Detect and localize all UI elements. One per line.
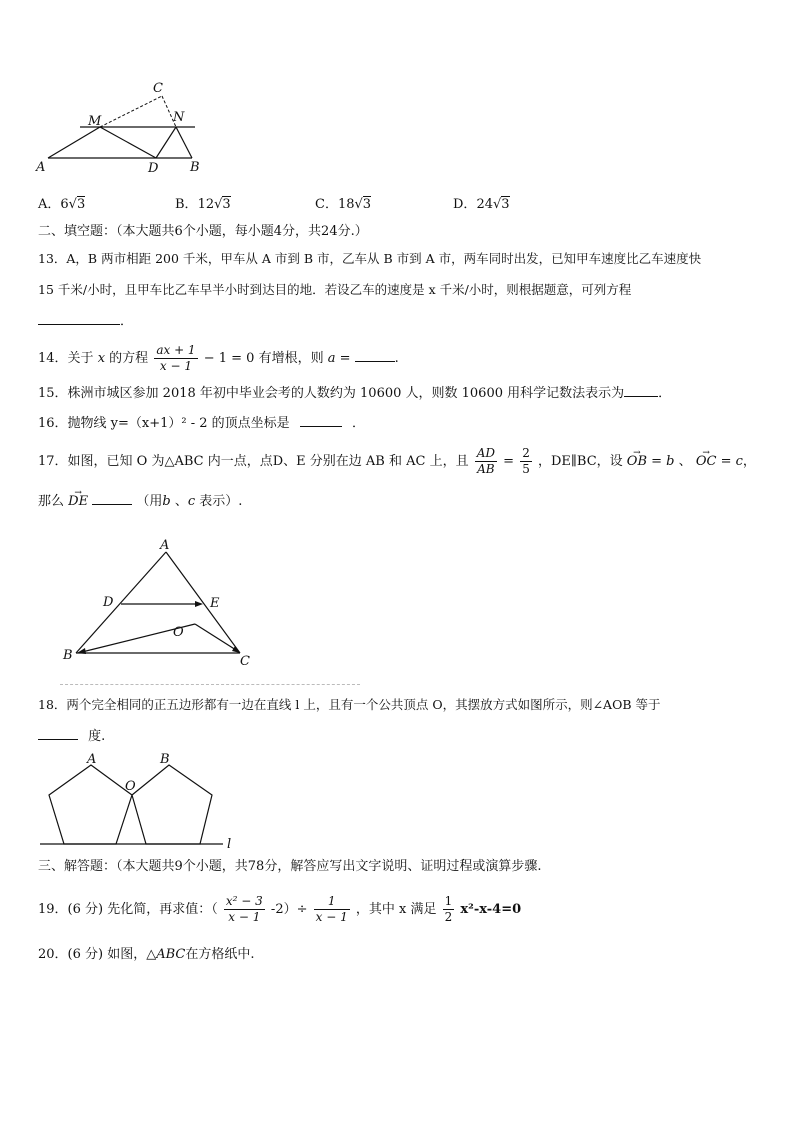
q13-line1: 13．A，B 两市相距 200 千米，甲车从 A 市到 B 市，乙车从 B 市到 A 市，两车同时出发，已知甲车速度比乙车速度快 [38, 251, 702, 266]
top-geometry-figure [30, 78, 210, 178]
q14-fraction: $\frac{ax + 1}{x - 1}$ [156, 343, 196, 373]
label-C: C [153, 81, 163, 96]
q17-triangle-figure [55, 535, 265, 670]
q18-pentagons-figure [30, 752, 245, 852]
label-A: A [87, 752, 97, 767]
label-O: O [125, 779, 136, 794]
vector-OB: → OB [627, 444, 647, 480]
vector-DE: → DE [68, 492, 88, 512]
q13-blank[interactable] [38, 312, 120, 325]
label-B: B [160, 752, 170, 767]
q17-fraction-ad-ab: $\frac{AD}{AB}$ [476, 446, 496, 476]
q18-line2: 度. [38, 727, 105, 747]
label-C: C [240, 654, 250, 669]
q18-line1: 18．两个完全相同的正五边形都有一边在直线 l 上，且有一个公共顶点 O，其摆放方式如图所示，则∠AOB 等于 [38, 697, 661, 712]
choice-d[interactable]: D．24√3 [453, 197, 510, 212]
q20: 20．(6 分) 如图，△ABC在方格纸中. [38, 947, 255, 962]
choice-b[interactable]: B．12√3 [175, 197, 231, 212]
label-N: N [173, 110, 185, 125]
label-A: A [160, 538, 170, 553]
q14-blank[interactable] [355, 349, 395, 362]
label-M: M [88, 114, 102, 129]
q16-blank[interactable] [300, 414, 342, 427]
segment-DN [156, 127, 176, 158]
label-A: A [36, 160, 46, 175]
q14: 14．关于 x 的方程 $\frac{ax + 1}{x - 1}$ − 1 = 0 有增根，则 a = . [38, 343, 399, 373]
sqrt-icon: √ [68, 197, 77, 212]
choice-a[interactable]: A．6√3 [38, 197, 86, 212]
label-B: B [63, 648, 73, 663]
section2-heading: 二、填空题：（本大题共6个小题，每小题4分，共24分.） [38, 224, 368, 239]
label-D: D [103, 595, 114, 610]
section3-heading: 三、解答题：（本大题共9个小题，共78分，解答应写出文字说明、证明过程或演算步骤. [38, 859, 542, 874]
dashed-MC [100, 96, 162, 127]
q16: 16．抛物线 y=（x+1）² - 2 的顶点坐标是 ． [38, 416, 365, 431]
q13-answer: ． [38, 312, 133, 332]
q19-fraction-3: $\frac{1}{2}$ [444, 894, 453, 924]
q19-fraction-1: $\frac{\text{x² − 3}}{x - 1}$ [225, 894, 263, 924]
segment-NB [176, 127, 192, 158]
choice-c[interactable]: C．18√3 [315, 197, 372, 212]
label-E: E [210, 596, 220, 611]
right-pentagon [132, 765, 212, 844]
arrowhead-E [195, 601, 203, 607]
sqrt-icon: √ [214, 197, 223, 212]
label-l: l [227, 837, 232, 852]
sqrt-icon: √ [354, 197, 363, 212]
vector-OC: → OC [696, 444, 717, 480]
segment-MD [100, 127, 156, 158]
dashed-separator [60, 684, 360, 685]
label-O: O [173, 625, 184, 640]
sqrt-icon: √ [492, 197, 502, 212]
segment-AM [48, 127, 100, 158]
label-D: D [148, 161, 159, 176]
q17-blank[interactable] [92, 492, 132, 505]
q17-line2: 那么 → DE （用b 、c 表示）. [38, 492, 242, 512]
q17-fraction-2-5: $\frac{2}{5}$ [522, 446, 530, 476]
vector-OC-arrow [195, 624, 236, 650]
q15: 15．株洲市城区参加 2018 年初中毕业会考的人数约为 10600 人，则数 10600 用科学记数法表示为 ． [38, 386, 672, 401]
q13-line2: 15 千米/小时，且甲车比乙车早半小时到达目的地．若设乙车的速度是 x 千米/小时，则根据题意，可列方程 [38, 282, 632, 297]
q19: 19．(6 分) 先化简，再求值：（ $\frac{\text{x² − 3}}{x - 1}$ -2）÷ $\frac{1}{x - 1}$ ，其中 x 满足 $\frac{1}{2}$ x²-x-4=0 [38, 894, 522, 924]
side-AB [76, 552, 166, 653]
q15-blank[interactable] [624, 384, 658, 397]
q17-line1: 17．如图，已知 O 为△ABC 内一点，点D、E 分别在边 AB 和 AC 上，且 $\frac{AD}{AB}$ = $\frac{2}{5}$ ，DE∥BC，设 → OB = b 、 → OC = c， [38, 444, 756, 480]
left-pentagon [49, 765, 132, 844]
q18-blank[interactable] [38, 727, 78, 740]
label-B: B [190, 160, 200, 175]
q19-fraction-2: $\frac{1}{x - 1}$ [315, 894, 348, 924]
